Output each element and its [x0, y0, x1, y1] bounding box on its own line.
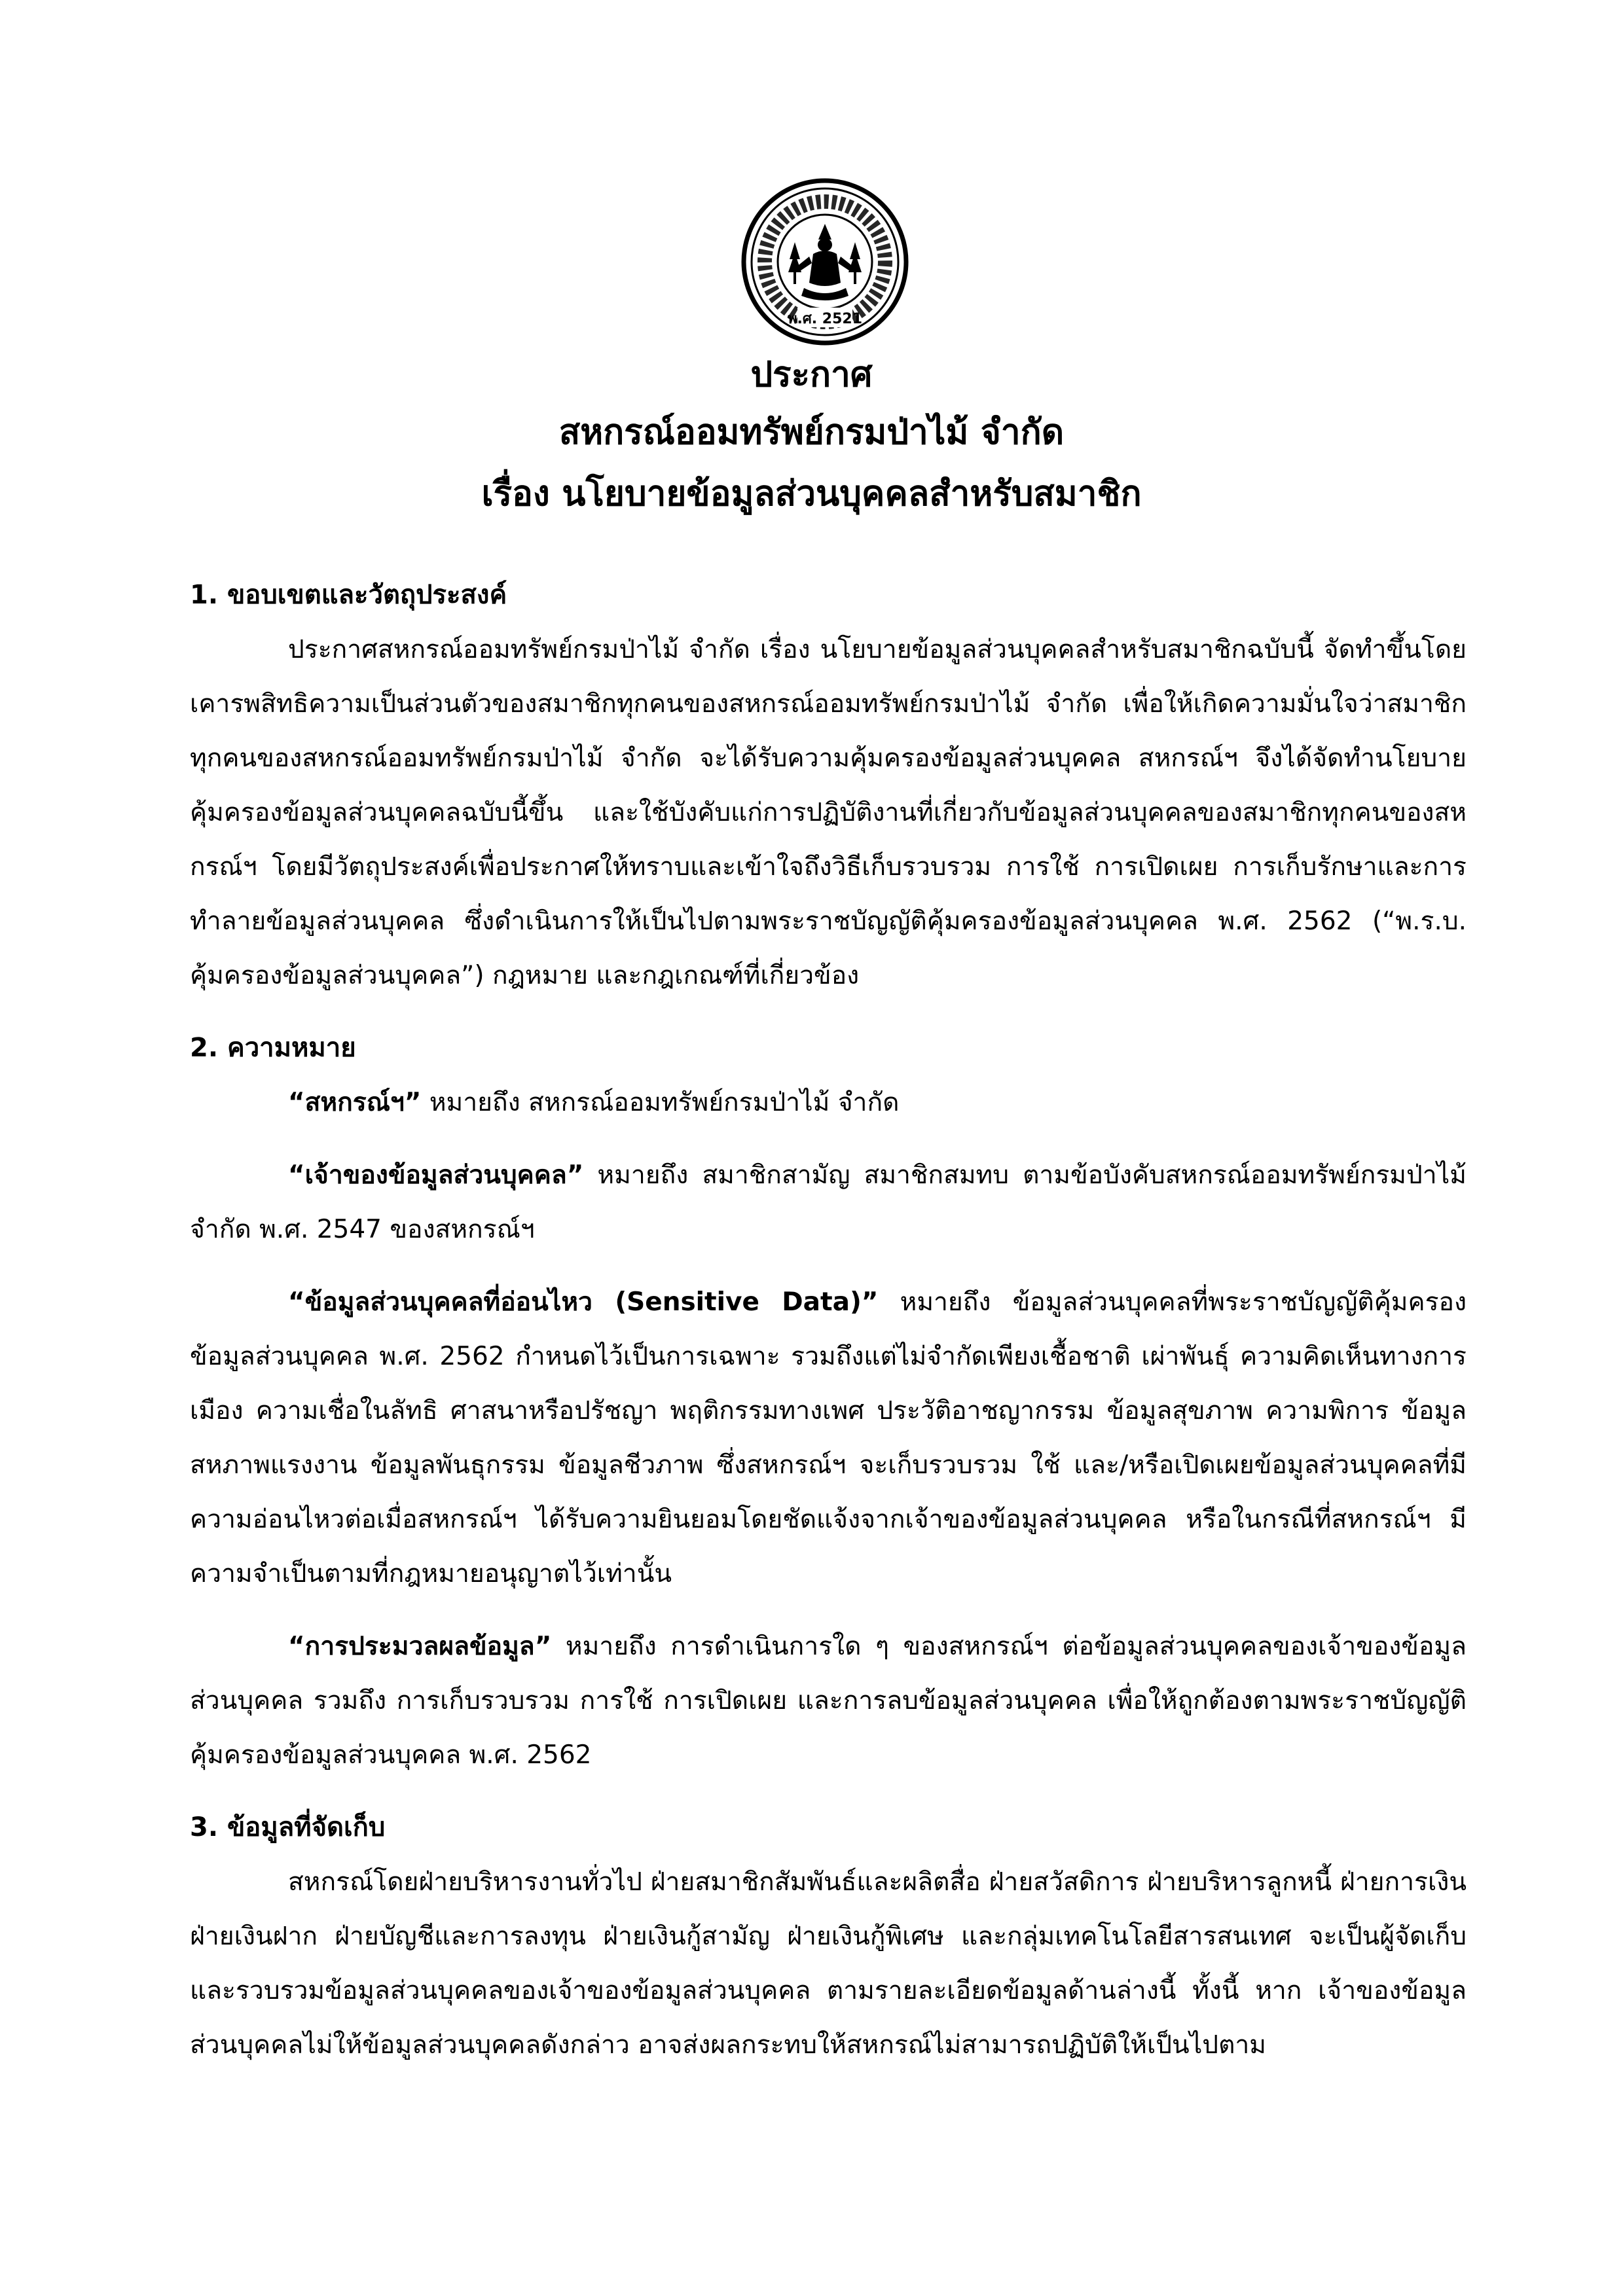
definition-term: “เจ้าของข้อมูลส่วนบุคคล”	[288, 1160, 584, 1190]
definition-text: หมายถึง สมาชิกสามัญ สมาชิกสมทบ ตามข้อบังคับสหกรณ์ออมทรัพย์กรมป่าไม้ จำกัด พ.ศ. 2547 ของสหกรณ์ฯ	[190, 1160, 1467, 1244]
section-3-title: 3. ข้อมูลที่จัดเก็บ	[190, 1812, 386, 1842]
definition-data-processing	[190, 1619, 1467, 1782]
organization-heading: สหกรณ์ออมทรัพย์กรมป่าไม้ จำกัด	[558, 412, 1065, 452]
section-3-paragraph: สหกรณ์โดยฝ่ายบริหารงานทั่วไป ฝ่ายสมาชิกสัมพันธ์และผลิตสื่อ ฝ่ายสวัสดิการ ฝ่ายบริหารลูกหนี้ ฝ่ายการเงิน ฝ่ายเงินฝาก ฝ่ายบัญชีและการลงทุน ฝ่ายเงินกู้สามัญ ฝ่ายเงินกู้พิเศษ และกลุ่มเทคโนโลยีสารสนเทศ จะเป็นผู้จัดเก็บและรวบรวมข้อมูลส่วนบุคคลของเจ้าของข้อมูลส่วนบุคคล ตามรายละเอียดข้อมูลด้านล่างนี้ ทั้งนี้ หาก เจ้าของข้อมูลส่วนบุคคลไม่ให้ข้อมูลส่วนบุคคลดังกล่าว อาจส่งผลกระทบให้สหกรณ์ไม่สามารถปฏิบัติให้เป็นไปตาม	[190, 1867, 1467, 2060]
subject-heading: เรื่อง นโยบายข้อมูลส่วนบุคคลสำหรับสมาชิก	[481, 474, 1142, 514]
announcement-heading: ประกาศ	[750, 355, 873, 395]
definition-data-owner	[190, 1148, 1467, 1257]
definition-text: หมายถึง ข้อมูลส่วนบุคคลที่พระราชบัญญัติคุ้มครองข้อมูลส่วนบุคคล พ.ศ. 2562 กำหนดไว้เป็นการเฉพาะ รวมถึงแต่ไม่จำกัดเพียงเชื้อชาติ เผ่าพันธุ์ ความคิดเห็นทางการเมือง ความเชื่อในลัทธิ ศาสนาหรือปรัชญา พฤติกรรมทางเพศ ประวัติอาชญากรรม ข้อมูลสุขภาพ ความพิการ ข้อมูลสหภาพแรงงาน ข้อมูลพันธุกรรม ข้อมูลชีวภาพ ซึ่งสหกรณ์ฯ จะเก็บรวบรวม ใช้ และ/หรือเปิดเผยข้อมูลส่วนบุคคลที่มีความอ่อนไหวต่อเมื่อสหกรณ์ฯ ได้รับความยินยอมโดยชัดแจ้งจากเจ้าของข้อมูลส่วนบุคคล หรือในกรณีที่สหกรณ์ฯ มีความจำเป็นตามที่กฎหมายอนุญาตไว้เท่านั้น	[190, 1287, 1467, 1588]
section-1-paragraph: ประกาศสหกรณ์ออมทรัพย์กรมป่าไม้ จำกัด เรื่อง นโยบายข้อมูลส่วนบุคคลสำหรับสมาชิกฉบับนี้ จัดทำขึ้นโดยเคารพสิทธิความเป็นส่วนตัวของสมาชิกทุกคนของสหกรณ์ออมทรัพย์กรมป่าไม้ จำกัด เพื่อให้เกิดความมั่นใจว่าสมาชิกทุกคนของสหกรณ์ออมทรัพย์กรมป่าไม้ จำกัด จะได้รับความคุ้มครองข้อมูลส่วนบุคคล สหกรณ์ฯ จึงได้จัดทำนโยบายคุ้มครองข้อมูลส่วนบุคคลฉบับนี้ขึ้น และใช้บังคับแก่การปฏิบัติงานที่เกี่ยวกับข้อมูลส่วนบุคคลของสมาชิกทุกคนของสหกรณ์ฯ โดยมีวัตถุประสงค์เพื่อประกาศให้ทราบและเข้าใจถึงวิธีเก็บรวบรวม การใช้ การเปิดเผย การเก็บรักษาและการทำลายข้อมูลส่วนบุคคล ซึ่งดำเนินการให้เป็นไปตามพระราชบัญญัติคุ้มครองข้อมูลส่วนบุคคล พ.ศ. 2562 (“พ.ร.บ. คุ้มครองข้อมูลส่วนบุคคล”) กฎหมาย และกฎเกณฑ์ที่เกี่ยวข้อง	[190, 635, 1467, 990]
document-body	[190, 568, 1467, 2072]
definition-text: หมายถึง การดำเนินการใด ๆ ของสหกรณ์ฯ ต่อข้อมูลส่วนบุคคลของเจ้าของข้อมูลส่วนบุคคล รวมถึง การเก็บรวบรวม การใช้ การเปิดเผย และการลบข้อมูลส่วนบุคคล เพื่อให้ถูกต้องตามพระราชบัญญัติคุ้มครองข้อมูลส่วนบุคคล พ.ศ. 2562	[190, 1632, 1467, 1770]
section-1-title: 1. ขอบเขตและวัตถุประสงค์	[190, 580, 507, 610]
definition-text: หมายถึง สหกรณ์ออมทรัพย์กรมป่าไม้ จำกัด	[421, 1088, 900, 1117]
seal-icon	[740, 177, 910, 347]
section-2-title: 2. ความหมาย	[190, 1033, 356, 1063]
seal-year-text: พ.ศ. 2521	[787, 311, 863, 327]
definition-term: “การประมวลผลข้อมูล”	[288, 1632, 552, 1661]
definition-sensitive-data	[190, 1275, 1467, 1601]
definition-cooperative	[190, 1075, 1467, 1130]
definition-term: “ข้อมูลส่วนบุคคลที่อ่อนไหว (Sensitive Data)”	[288, 1287, 879, 1317]
cooperative-seal-logo	[740, 177, 910, 347]
definition-term: “สหกรณ์ฯ”	[288, 1088, 422, 1117]
